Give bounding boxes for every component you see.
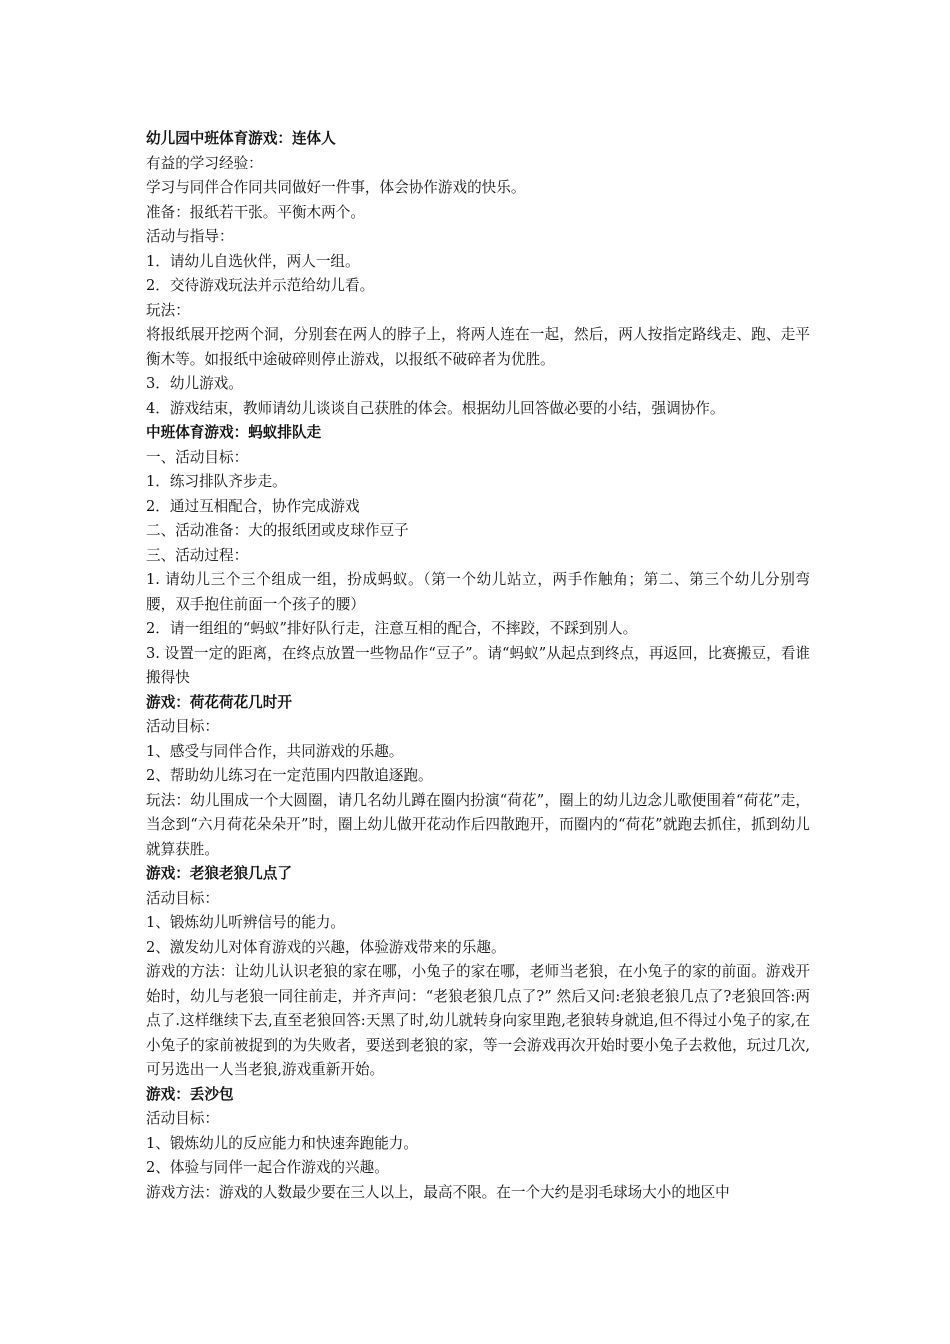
text-line: 2、激发幼儿对体育游戏的兴趣，体验游戏带来的乐趣。 — [146, 938, 506, 956]
text-line: 2、帮助幼儿练习在一定范围内四散追逐跑。 — [146, 767, 433, 784]
text-line: 2、体验与同伴一起合作游戏的兴趣。 — [146, 1159, 389, 1176]
section-title: 中班体育游戏：蚂蚁排队走 — [146, 424, 322, 441]
text-line: 3．幼儿游戏。 — [146, 375, 243, 392]
text-line: 活动目标： — [146, 718, 219, 735]
text-line: 三、活动过程： — [146, 546, 249, 564]
paragraph: 游戏方法：游戏的人数最少要在三人以上，最高不限。在一个大约是羽毛球场大小的地区中 — [146, 1183, 730, 1201]
text-line: 活动目标： — [146, 889, 219, 907]
text-line: 玩法： — [146, 301, 190, 319]
paragraph: 3. 设置一定的距离，在终点放置一些物品作“豆子”。请“蚂蚁”从起点到终点，再返回，比赛搬豆，看谁搬得快 — [146, 644, 810, 686]
text-line: 活动目标： — [146, 1110, 219, 1127]
section-title: 游戏：老狼老狼几点了 — [146, 865, 292, 882]
paragraph: 玩法：幼儿围成一个大圆圈，请几名幼儿蹲在圈内扮演“荷花”，圈上的幼儿边念儿歌便围着“荷花”走，当念到“六月荷花朵朵开”时，圈上幼儿做开花动作后四散跑开，而圈内的“荷花”就跑去抓住，抓到幼儿就算获胜。 — [146, 791, 810, 858]
text-line: 活动与指导： — [146, 228, 234, 245]
text-line: 2．通过互相配合，协作完成游戏 — [146, 497, 360, 515]
text-line: 1．练习排队齐步走。 — [146, 473, 287, 490]
text-line: 2．请一组组的“蚂蚁”排好队行走，注意互相的配合，不摔跤，不踩到别人。 — [146, 620, 638, 637]
text-line: 二、活动准备：大的报纸团或皮球作豆子 — [146, 522, 409, 539]
text-line: 一、活动目标： — [146, 448, 249, 466]
text-line: 2．交待游戏玩法并示范给幼儿看。 — [146, 277, 375, 294]
text-line: 4．游戏结束，教师请幼儿谈谈自己获胜的体会。根据幼儿回答做必要的小结，强调协作。 — [146, 399, 725, 417]
section-title: 游戏：荷花荷花几时开 — [146, 693, 292, 711]
text-line: 有益的学习经验： — [146, 154, 263, 172]
text-line: 学习与同伴合作同共同做好一件事，体会协作游戏的快乐。 — [146, 179, 526, 196]
section-title: 幼儿园中班体育游戏：连体人 — [146, 130, 336, 147]
paragraph: 将报纸展开挖两个洞，分别套在两人的脖子上，将两人连在一起，然后，两人按指定路线走、跑、走平衡木等。如报纸中途破碎则停止游戏，以报纸不破碎者为优胜。 — [146, 326, 810, 368]
paragraph: 游戏的方法：让幼儿认识老狼的家在哪，小兔子的家在哪，老师当老狼，在小兔子的家的前面。游戏开始时，幼儿与老狼一同往前走，并齐声问：“老狼老狼几点了?” 然后又问:老狼老狼几点了?老狼回答:两点了.这样继续下去,直至老狼回答:天黑了时,幼儿就转身向家里跑,老狼转身就追,但不得过小兔子的家,在小兔子的家前被捉到的为失败者，要送到老狼的家，等一会游戏再次开始时要小兔子去救他，玩过几次,可另选出一人当老狼,游戏重新开始。 — [146, 963, 810, 1078]
text-line: 1．请幼儿自选伙伴，两人一组。 — [146, 252, 360, 270]
document-body — [146, 127, 810, 1205]
section-title: 游戏：丢沙包 — [146, 1085, 234, 1103]
text-line: 1、锻炼幼儿听辨信号的能力。 — [146, 914, 346, 931]
text-line: 1、锻炼幼儿的反应能力和快速奔跑能力。 — [146, 1134, 418, 1152]
paragraph: 1. 请幼儿三个三个组成一组，扮成蚂蚁。（第一个幼儿站立，两手作触角；第二、第三个幼儿分别弯腰，双手抱住前面一个孩子的腰） — [146, 571, 810, 613]
text-line: 1、感受与同伴合作，共同游戏的乐趣。 — [146, 742, 404, 760]
text-line: 准备：报纸若干张。平衡木两个。 — [146, 203, 365, 221]
